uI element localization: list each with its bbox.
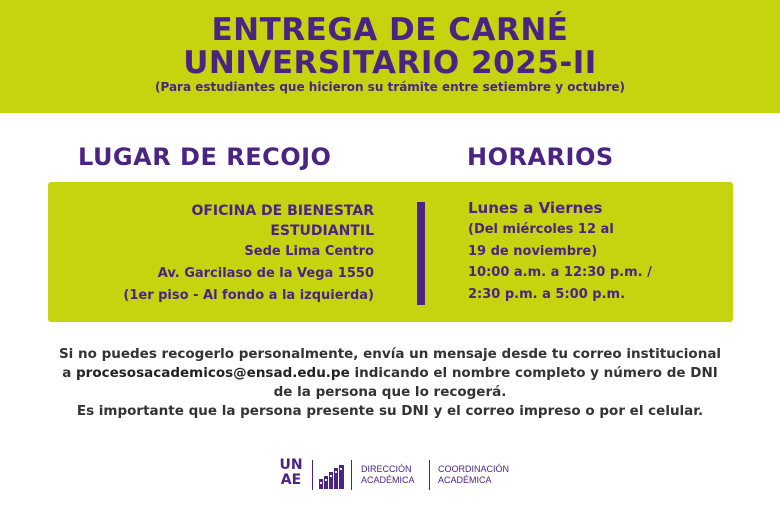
address: Av. Garcilaso de la Vega 1550 xyxy=(157,266,374,281)
title-line-1: ENTREGA DE CARNÉ xyxy=(211,12,569,48)
logo-divider xyxy=(429,460,430,490)
notice-line-2-prefix: a xyxy=(62,365,77,381)
unit2-line-2: ACADÉMICA xyxy=(438,475,492,485)
contact-email-link[interactable]: procesosacademicos@ensad.edu.pe xyxy=(76,365,350,381)
logo-top-text: UN xyxy=(279,457,303,473)
office-name-line-2: ESTUDIANTIL xyxy=(270,223,374,239)
footer-logos xyxy=(278,458,538,494)
unit1-line-1: DIRECCIÓN xyxy=(361,464,412,474)
notice-line-2-suffix: indicando el nombre completo y número de DNI xyxy=(349,365,718,381)
unit2-line-1: COORDINACIÓN xyxy=(438,464,510,474)
vertical-divider xyxy=(417,202,425,305)
schedule-days: Lunes a Viernes xyxy=(468,199,603,217)
office-name-line-1: OFICINA DE BIENESTAR xyxy=(191,203,374,219)
notice-line-2 xyxy=(0,364,780,383)
pickup-location xyxy=(123,201,374,307)
academic-direction-label xyxy=(361,464,415,486)
date-range-line-1: (Del miércoles 12 al xyxy=(468,222,614,237)
place-heading: LUGAR DE RECOJO xyxy=(78,143,332,171)
title-line-2: UNIVERSITARIO 2025-II xyxy=(183,45,597,81)
campus-name: Sede Lima Centro xyxy=(244,244,374,259)
location-detail: (1er piso - Al fondo a la izquierda) xyxy=(123,288,374,303)
logo-divider xyxy=(312,460,313,490)
notice-line-1: Si no puedes recogerlo personalmente, envía un mensaje desde tu correo institucional xyxy=(58,346,722,362)
subtitle: (Para estudiantes que hicieron su trámite entre setiembre y octubre) xyxy=(154,80,625,94)
unit1-line-2: ACADÉMICA xyxy=(361,475,415,485)
unae-logo xyxy=(278,458,304,494)
academic-coordination-label xyxy=(438,464,509,486)
header-banner xyxy=(0,0,780,113)
logo-divider xyxy=(351,460,352,490)
time-line-1: 10:00 a.m. a 12:30 p.m. / xyxy=(468,265,652,280)
logo-bottom-text: AE xyxy=(280,472,302,488)
notice-text xyxy=(0,345,780,421)
notice-line-4: Es importante que la persona presente su DNI y el correo impreso o por el celular. xyxy=(76,403,704,419)
notice-line-3: de la persona que lo recogerá. xyxy=(273,384,507,400)
schedule-details xyxy=(468,197,652,305)
time-line-2: 2:30 p.m. a 5:00 p.m. xyxy=(468,286,626,302)
institution-bars-icon xyxy=(319,465,345,489)
date-range-line-2: 19 de noviembre) xyxy=(468,243,598,259)
schedule-heading: HORARIOS xyxy=(467,143,614,171)
info-box xyxy=(48,182,733,322)
